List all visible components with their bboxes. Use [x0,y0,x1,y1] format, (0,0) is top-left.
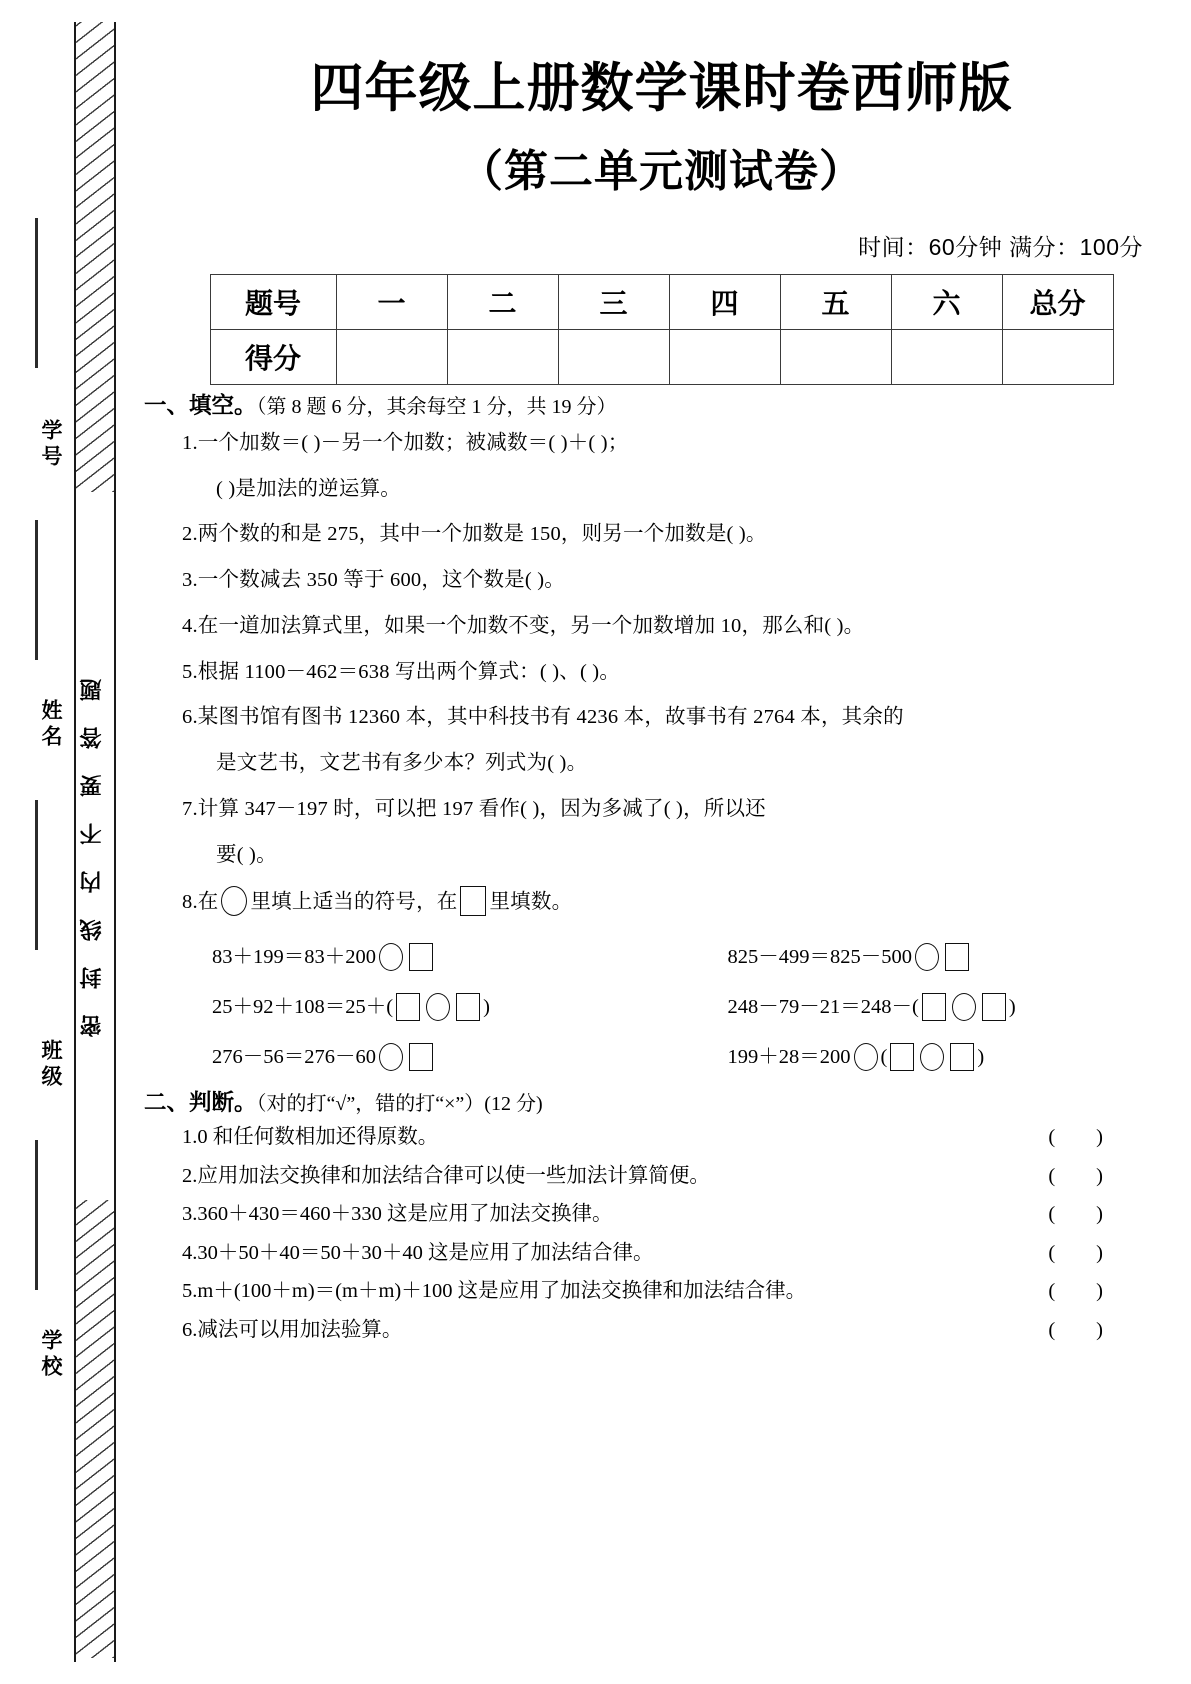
seal-band [74,22,116,1662]
score-blank-4[interactable] [669,329,780,384]
question-7: 7.计算 347－197 时，可以把 197 看作( )，因为多减了( )，所以还 [182,797,766,820]
square-icon [460,886,486,916]
circle-icon[interactable] [426,993,450,1021]
score-col-1: 一 [336,274,447,329]
tf-item-2 [182,1157,1163,1196]
seal-label-column [8,0,66,1684]
hatch-pattern-bottom [76,1200,114,1658]
table-row-scores [210,329,1113,384]
score-table-row-label-0: 题号 [210,274,336,329]
question-body [132,392,1191,1350]
square-icon[interactable] [945,943,969,971]
square-icon[interactable] [922,993,946,1021]
question-6: 6.某图书馆有图书 12360 本，其中科技书有 4236 本，故事书有 2764 本，其余的 [182,706,904,729]
question-5: 5.根据 1100－462＝638 写出两个算式：( )、( )。 [182,660,621,683]
tf-item-3 [182,1195,1163,1234]
score-blank-1[interactable] [336,329,447,384]
question-7-cont: 要( )。 [216,843,277,866]
tf-item-2-answer[interactable]: ( ) [1048,1164,1103,1187]
square-icon[interactable] [456,993,480,1021]
circle-icon[interactable] [920,1043,944,1071]
score-blank-6[interactable] [891,329,1002,384]
circle-icon[interactable] [952,993,976,1021]
question-8-prompt-c: 里填数。 [489,891,573,914]
seal-label-school: 学校 [39,1329,63,1381]
section-heading-true-false [144,1089,1163,1115]
seal-label-name: 姓名 [39,699,63,751]
score-table-row-label-1: 得分 [210,329,336,384]
seal-divider-3 [35,800,38,950]
equation-2-1 [182,993,692,1021]
equation-3-1 [182,1043,692,1071]
section-number-1: 一、 [144,392,190,418]
seal-divider-1 [35,218,38,368]
tf-item-4-answer[interactable]: ( ) [1048,1241,1103,1264]
score-blank-5[interactable] [780,329,891,384]
equation-3-2-rhs: ) [977,1045,985,1068]
equation-1-1-lhs: 83＋199＝83＋200 [212,945,376,968]
question-8-prompt-a: 8.在 [182,891,219,914]
page-subtitle: （第二单元测试卷） [459,146,864,196]
tf-item-6-answer[interactable]: ( ) [1048,1318,1103,1341]
tf-item-1-text: 1.0 和任何数相加还得原数。 [182,1126,439,1149]
score-col-6: 六 [891,274,1002,329]
equation-3-2-mid: ( [880,1045,888,1068]
tf-item-1-answer[interactable]: ( ) [1048,1126,1103,1149]
section-name-2: 判断。 [189,1089,257,1115]
square-icon[interactable] [982,993,1006,1021]
equation-row-3 [182,1032,1191,1082]
section-points-2: （对的打“√”，错的打“×”）(12 分) [256,1092,543,1115]
seal-label-class: 班级 [39,1039,63,1091]
page-title: 四年级上册数学课时卷西师版 [310,59,1013,118]
section-name-1: 填空。 [189,392,257,418]
question-8-equations [182,932,1191,1082]
score-col-5: 五 [780,274,891,329]
circle-icon[interactable] [915,943,939,971]
section-points-1: （第 8 题 6 分，其余每空 1 分，共 19 分） [256,395,617,418]
score-col-3: 三 [558,274,669,329]
question-8-prompt-b: 里填上适当的符号，在 [250,891,458,914]
tf-item-5 [182,1272,1163,1311]
equation-3-2-lhs: 199＋28＝200 [727,1045,851,1068]
table-row-question-numbers [210,274,1113,329]
score-col-total: 总分 [1002,274,1113,329]
circle-icon[interactable] [854,1043,878,1071]
tf-item-5-text: 5.m＋(100＋m)＝(m＋m)＋100 这是应用了加法交换律和加法结合律。 [182,1280,807,1303]
score-blank-3[interactable] [558,329,669,384]
tf-item-3-answer[interactable]: ( ) [1048,1203,1103,1226]
circle-icon [221,886,247,916]
question-6-cont: 是文艺书，文艺书有多少本？列式为( )。 [216,752,588,775]
tf-item-4-text: 4.30＋50＋40＝50＋30＋40 这是应用了加法结合律。 [182,1241,654,1264]
square-icon[interactable] [396,993,420,1021]
equation-row-2 [182,982,1191,1032]
score-col-4: 四 [669,274,780,329]
score-table [210,274,1114,385]
score-col-2: 二 [447,274,558,329]
score-blank-total[interactable] [1002,329,1113,384]
equation-row-1 [182,932,1191,982]
question-4: 4.在一道加法算式里，如果一个加数不变，另一个加数增加 10，那么和( )。 [182,614,865,637]
question-1-cont: ( )是加法的逆运算。 [216,477,401,500]
question-8-prompt [182,878,1163,926]
equation-2-1-lhs: 25＋92＋108＝25＋( [212,995,394,1018]
tf-item-1 [182,1118,1163,1157]
exam-meta: 时间：60分钟 满分：100分 [858,233,1143,260]
equation-1-2-lhs: 825－499＝825－500 [727,945,912,968]
square-icon[interactable] [950,1043,974,1071]
question-1: 1.一个加数＝( )－另一个加数；被减数＝( )＋( )； [182,432,629,455]
equation-1-1 [182,943,692,971]
tf-item-3-text: 3.360＋430＝460＋330 这是应用了加法交换律。 [182,1203,613,1226]
score-blank-2[interactable] [447,329,558,384]
seal-band-text: 密封线内不要答题 [79,653,104,1037]
equation-3-1-lhs: 276－56＝276－60 [212,1045,376,1068]
tf-item-6-text: 6.减法可以用加法验算。 [182,1318,403,1341]
tf-item-6 [182,1311,1163,1350]
equation-2-2-lhs: 248－79－21＝248－( [727,995,919,1018]
square-icon[interactable] [409,1043,433,1071]
section-number-2: 二、 [144,1089,190,1115]
square-icon[interactable] [409,943,433,971]
circle-icon[interactable] [379,943,403,971]
seal-label-student-id: 学号 [39,419,63,471]
hatch-pattern-top [76,22,114,492]
tf-item-5-answer[interactable]: ( ) [1048,1280,1103,1303]
circle-icon[interactable] [379,1043,403,1071]
tf-item-2-text: 2.应用加法交换律和加法结合律可以使一些加法计算简便。 [182,1164,710,1187]
equation-2-2 [692,993,1191,1021]
square-icon[interactable] [890,1043,914,1071]
section-heading-fill-blank [144,392,1163,418]
tf-item-4 [182,1234,1163,1273]
question-3: 3.一个数减去 350 等于 600，这个数是( )。 [182,569,565,592]
equation-2-1-rhs: ) [483,995,490,1018]
question-2: 2.两个数的和是 275，其中一个加数是 150，则另一个加数是( )。 [182,523,767,546]
seal-divider-2 [35,520,38,660]
seal-sidebar [0,0,132,1684]
seal-divider-4 [35,1140,38,1290]
equation-1-2 [692,943,1191,971]
exam-sheet [132,0,1191,1684]
equation-3-2 [692,1043,1191,1071]
equation-2-2-rhs: ) [1008,995,1016,1018]
